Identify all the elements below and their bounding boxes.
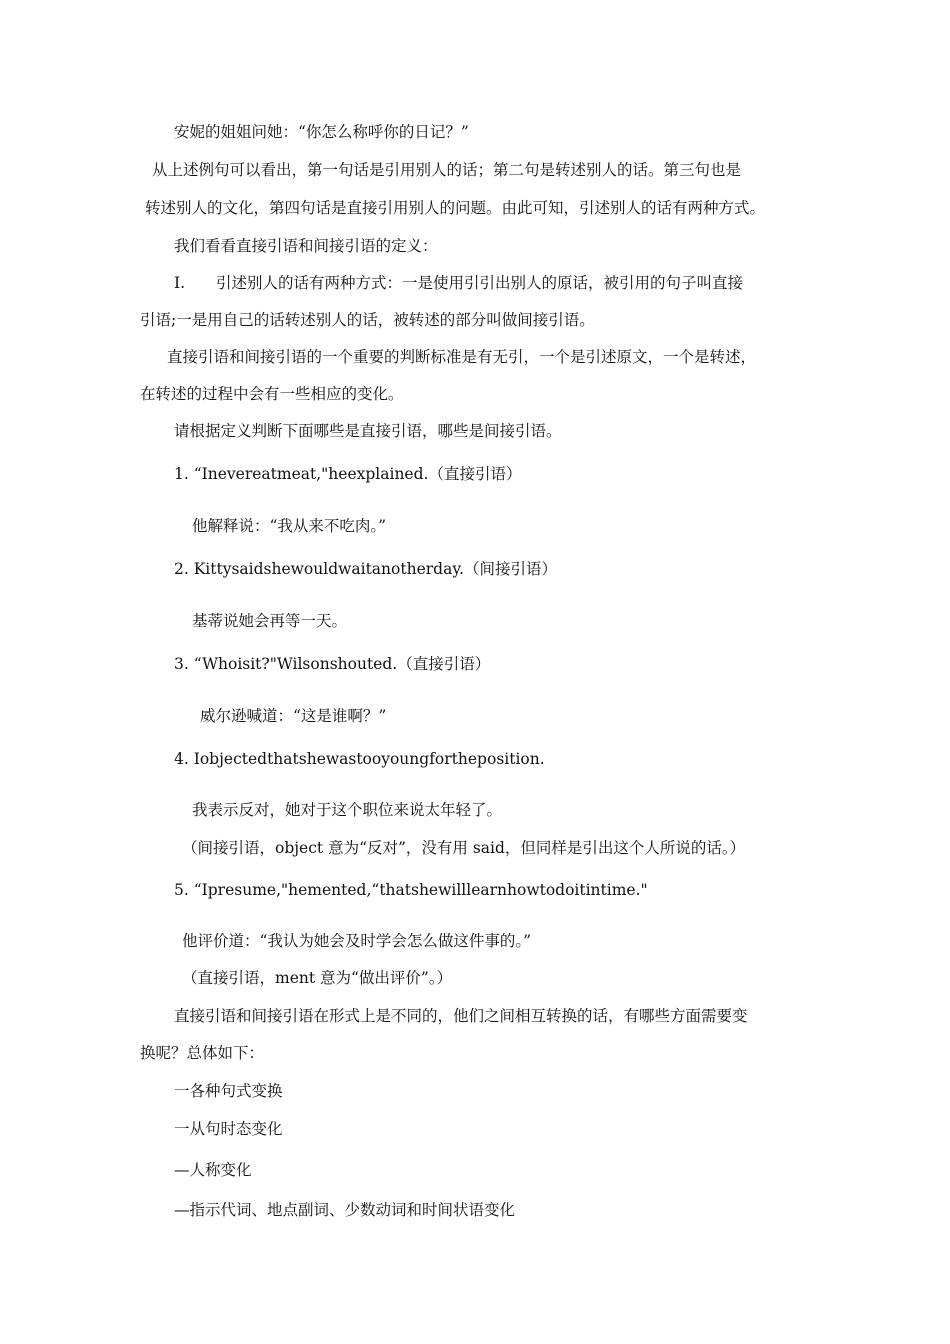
text-line-2: 从上述例句可以看出，第一句话是引用别人的话；第二句是转述别人的话。第三句也是 (152, 161, 742, 179)
change-item-4: —指示代词、地点副词、少数动词和时间状语变化 (174, 1201, 516, 1219)
example-1-translation: 他解释说：“我从来不吃肉。” (192, 517, 387, 535)
text-line-8: 在转述的过程中会有一些相应的变化。 (140, 385, 404, 403)
text-line-6: 引语;一是用自己的话转述别人的话，被转述的部分叫做间接引语。 (140, 311, 595, 329)
example-2-translation: 基蒂说她会再等一天。 (192, 612, 348, 630)
example-5-translation: 他评价道：“我认为她会及时学会怎么做这件事的。” (182, 932, 532, 950)
list-marker-roman-1: I. (174, 274, 186, 292)
example-2: 2. Kittysaidshewouldwaitanotherday.（间接引语） (174, 560, 557, 578)
text-line-1: 安妮的姐姐问她：“你怎么称呼你的日记？” (174, 123, 469, 141)
text-line-7: 直接引语和间接引语的一个重要的判断标准是有无引，一个是引述原文，一个是转述， (167, 348, 757, 366)
example-4-note: （间接引语，object 意为“反对”，没有用 said，但同样是引出这个人所说的话。） (182, 839, 746, 857)
text-line-3: 转述别人的文化，第四句话是直接引用别人的问题。由此可知，引述别人的话有两种方式。 (145, 199, 766, 217)
example-3-translation: 威尔逊喊道：“这是谁啊？” (200, 707, 387, 725)
example-3: 3. “Whoisit?"Wilsonshouted.（直接引语） (174, 655, 491, 673)
text-line-5: 引述别人的话有两种方式：一是使用引引出别人的原话，被引用的句子叫直接 (216, 274, 744, 292)
example-5: 5. “Ipresume,"hemented,“thatshewilllearnhowtodoitintime." (174, 881, 648, 899)
text-line-10: 直接引语和间接引语在形式上是不同的，他们之间相互转换的话，有哪些方面需要变 (174, 1007, 748, 1025)
text-line-4: 我们看看直接引语和间接引语的定义： (174, 237, 438, 255)
change-item-1: 一各种句式变换 (174, 1082, 283, 1100)
example-4-translation: 我表示反对，她对于这个职位来说太年轻了。 (192, 801, 503, 819)
text-line-9: 请根据定义判断下面哪些是直接引语，哪些是间接引语。 (174, 422, 562, 440)
change-item-3: —人称变化 (174, 1161, 252, 1179)
example-5-note: （直接引语，ment 意为“做出评价”。） (182, 969, 453, 987)
example-4: 4. Iobjectedthatshewastooyoungfortheposition. (174, 750, 545, 768)
change-item-2: 一从句时态变化 (174, 1120, 283, 1138)
text-line-11: 换呢？总体如下： (140, 1044, 265, 1062)
example-1: 1. “Ineverеatmeat,"heexplained.（直接引语） (174, 465, 522, 483)
